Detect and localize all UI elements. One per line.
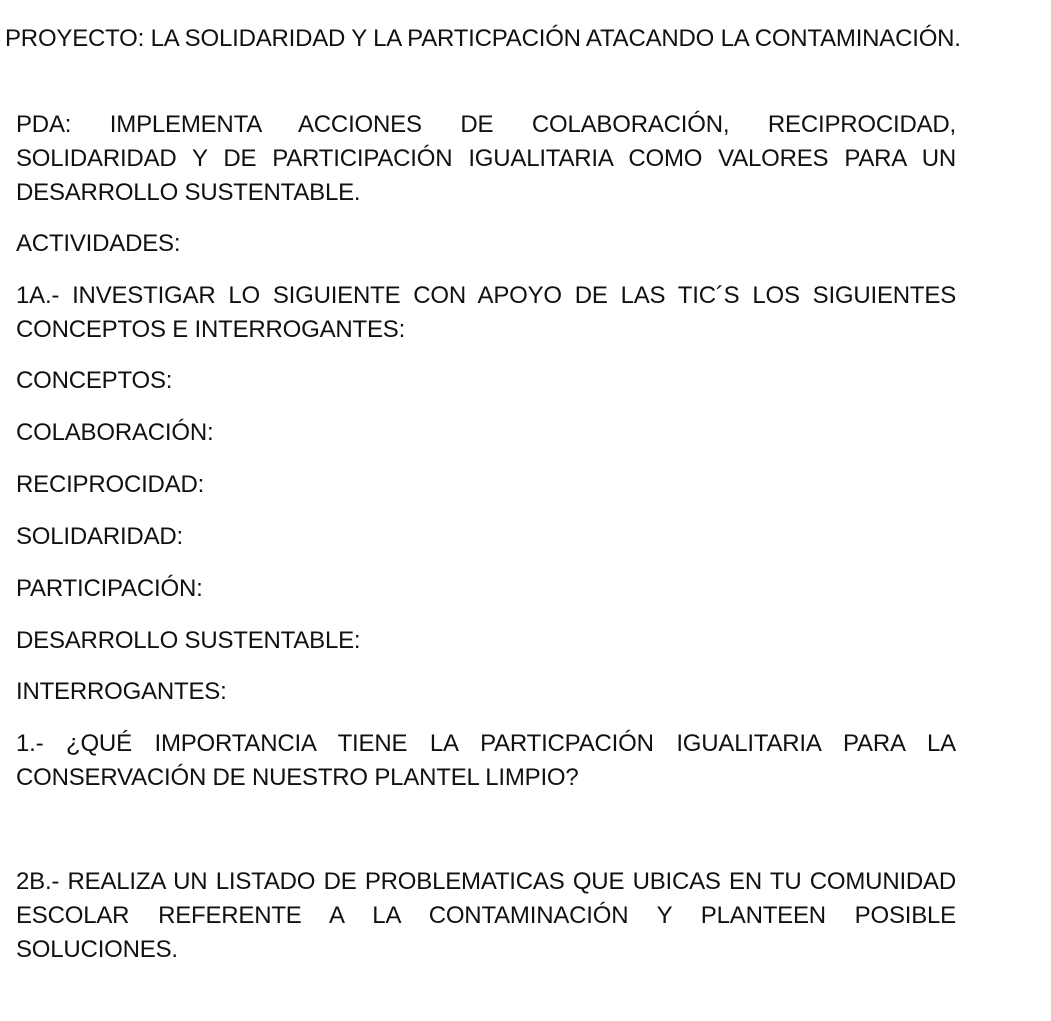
- concept-solidaridad: SOLIDARIDAD:: [16, 523, 183, 550]
- concepts-heading: CONCEPTOS:: [16, 367, 173, 394]
- question-1-paragraph: 1.- ¿QUÉ IMPORTANCIA TIENE LA PARTICPACIÓN IGUALITARIA PARA LA CONSERVACIÓN DE NUESTRO PLANTEL LIMPIO?: [16, 730, 956, 791]
- concept-colaboracion: COLABORACIÓN:: [16, 419, 214, 446]
- concept-desarrollo-sustentable: DESARROLLO SUSTENTABLE:: [16, 627, 361, 654]
- concept-participacion: PARTICIPACIÓN:: [16, 575, 203, 602]
- project-title: PROYECTO: LA SOLIDARIDAD Y LA PARTICPACIÓN ATACANDO LA CONTAMINACIÓN.: [5, 25, 961, 52]
- activity-1a-paragraph: 1A.- INVESTIGAR LO SIGUIENTE CON APOYO DE LAS TIC´S LOS SIGUIENTES CONCEPTOS E INTERROGANTES:: [16, 282, 956, 343]
- questions-heading: INTERROGANTES:: [16, 678, 227, 705]
- pda-paragraph: PDA: IMPLEMENTA ACCIONES DE COLABORACIÓN, RECIPROCIDAD, SOLIDARIDAD Y DE PARTICIPACIÓN IGUALITARIA COMO VALORES PARA UN DESARROLLO SUSTENTABLE.: [16, 111, 956, 206]
- concept-reciprocidad: RECIPROCIDAD:: [16, 471, 205, 498]
- activities-heading: ACTIVIDADES:: [16, 230, 181, 257]
- activity-2b-paragraph: 2B.- REALIZA UN LISTADO DE PROBLEMATICAS QUE UBICAS EN TU COMUNIDAD ESCOLAR REFERENTE A LA CONTAMINACIÓN Y PLANTEEN POSIBLE SOLUCIONES.: [16, 868, 956, 963]
